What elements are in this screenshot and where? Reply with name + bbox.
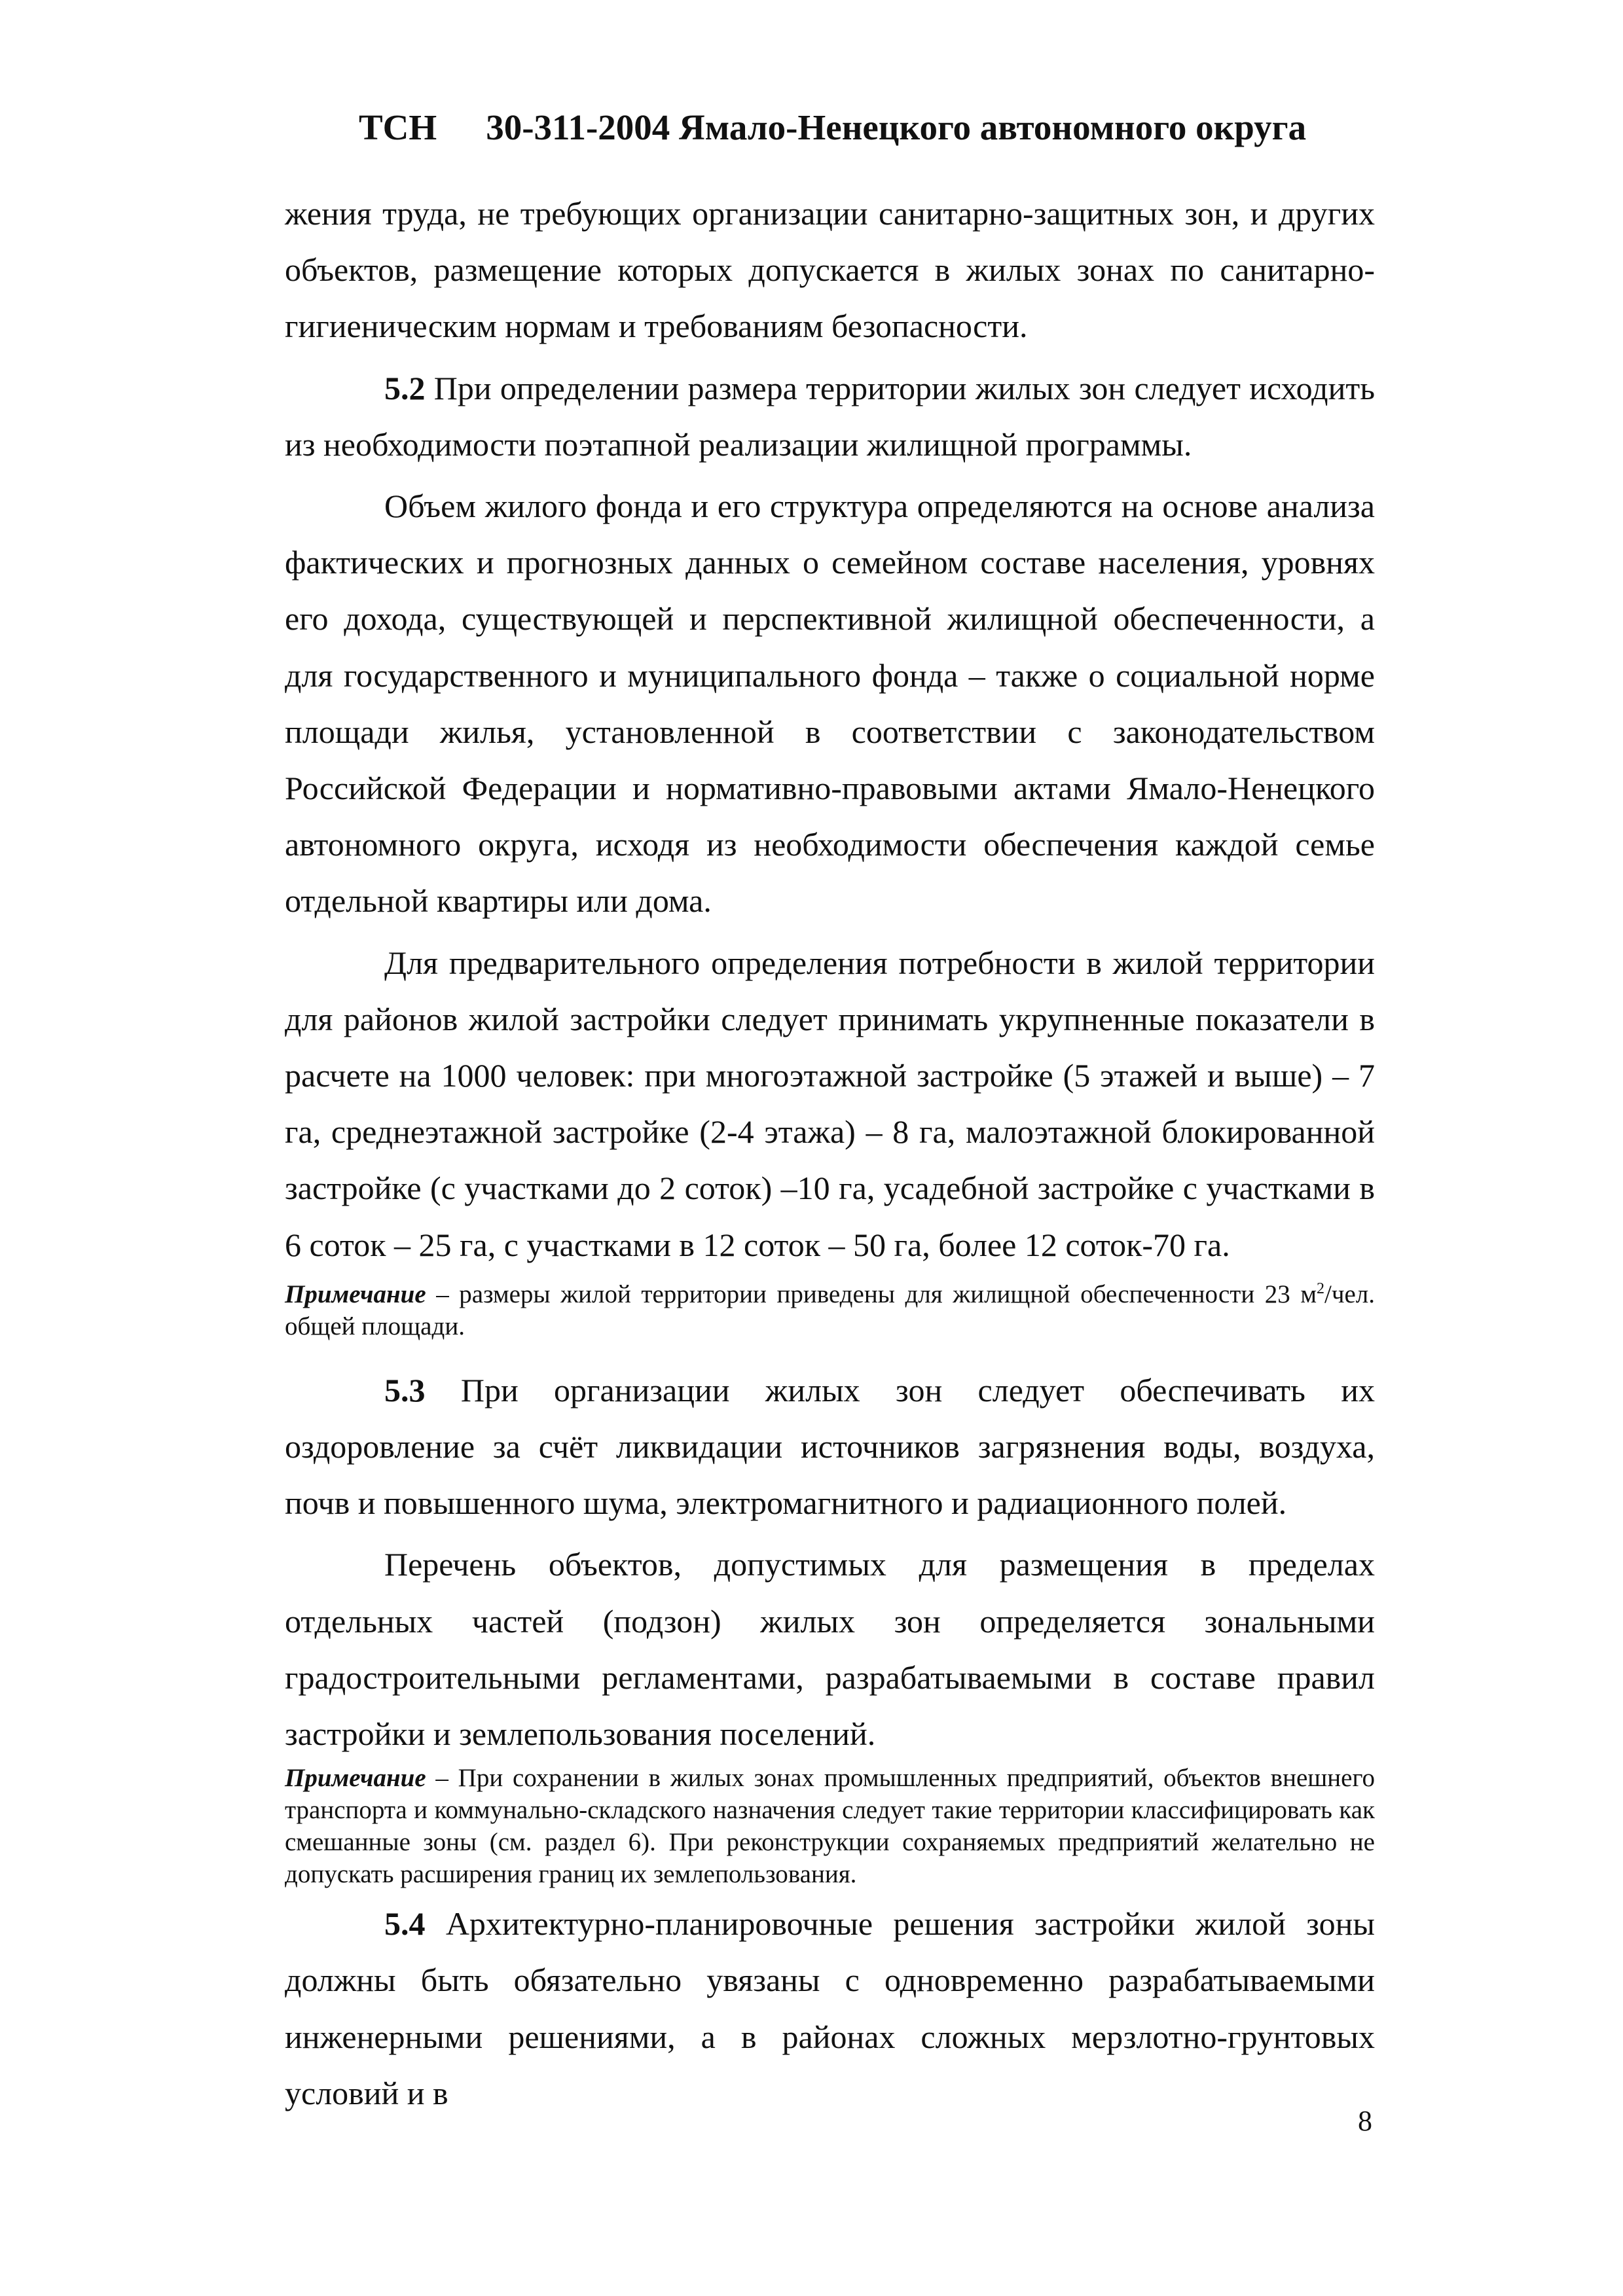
note-superscript: 2 [1317, 1280, 1325, 1297]
paragraph-objects-list: Перечень объектов, допустимых для размещения в пределах отдельных частей (подзон) жилых зон определяется зональными градостроительными регламентами, разрабатываемыми в составе правил застройки и землепользования поселений. [285, 1546, 1375, 1753]
paragraph-continuation: жения труда, не требующих организации санитарно-защитных зон, и других объектов, размещение которых допускается в жилых зонах по санитарно-гигиеническим нормам и требованиям безопасности. [285, 195, 1375, 345]
section-text: Архитектурно-планировочные решения застройки жилой зоны должны быть обязательно увязаны с одновременно разрабатываемыми инженерными решениями, а в районах сложных мерзлотно-грунтовых условий и в [285, 1905, 1375, 2111]
note-mixed-zones [285, 1762, 1375, 1890]
page-number: 8 [1358, 2105, 1372, 2137]
header-prefix: ТСН [359, 107, 437, 147]
section-5-4 [285, 1895, 1375, 2121]
section-number: 5.4 [384, 1905, 426, 1943]
note-text: – размеры жилой территории приведены для жилищной обеспеченности 23 м [426, 1280, 1317, 1308]
paragraph-housing-volume: Объем жилого фонда и его структура определяются на основе анализа фактических и прогнозных данных о семейном составе населения, уровнях его дохода, существующей и перспективной жилищной обеспеченности, а для государственного и муниципального фонда – также о социальной норме площади жилья, установленной в соответствии с законодательством Российской Федерации и нормативно-правовыми актами Ямало-Ненецкого автономного округа, исходя из необходимости обеспечения каждой семье отдельной квартиры или дома. [285, 488, 1375, 920]
section-text: При организации жилых зон следует обеспечивать их оздоровление за счёт ликвидации источников загрязнения воды, воздуха, почв и повышенного шума, электромагнитного и радиационного полей. [285, 1371, 1375, 1522]
section-5-3 [285, 1362, 1375, 1532]
note-text-end: /чел. общей площади. [285, 1280, 1375, 1340]
note-territory [285, 1273, 1375, 1342]
header-title: 30-311-2004 Ямало-Ненецкого автономного округа [486, 107, 1307, 147]
note-label: Примечание [285, 1280, 426, 1308]
section-5-2 [285, 360, 1375, 473]
section-number: 5.3 [384, 1371, 426, 1408]
section-text: При определении размера территории жилых зон следует исходить из необходимости поэтапной реализации жилищной программы. [285, 369, 1376, 463]
paragraph-preliminary-estimate: Для предварительного определения потребности в жилой территории для районов жилой застройки следует принимать укрупненные показатели в расчете на 1000 человек: при многоэтажной застройке (5 этажей и выше) – 7 га, среднеэтажной застройке (2-4 этажа) – 8 га, малоэтажной блокированной застройке (с участками до 2 соток) –10 га, усадебной застройке с участками в 6 соток – 25 га, с участками в 12 соток – 50 га, более 12 соток-70 га. [285, 944, 1375, 1263]
note-label: Примечание [285, 1764, 426, 1793]
page-header [359, 98, 1387, 157]
note-text: – При сохранении в жилых зонах промышленных предприятий, объектов внешнего транспорта и коммунально-складского назначения следует такие территории классифицировать как смешанные зоны (см. раздел 6). При реконструкции сохраняемых предприятий желательно не допускать расширения границ их землепользования. [285, 1764, 1375, 1889]
document-body [285, 185, 1375, 2121]
section-number: 5.2 [384, 369, 426, 406]
